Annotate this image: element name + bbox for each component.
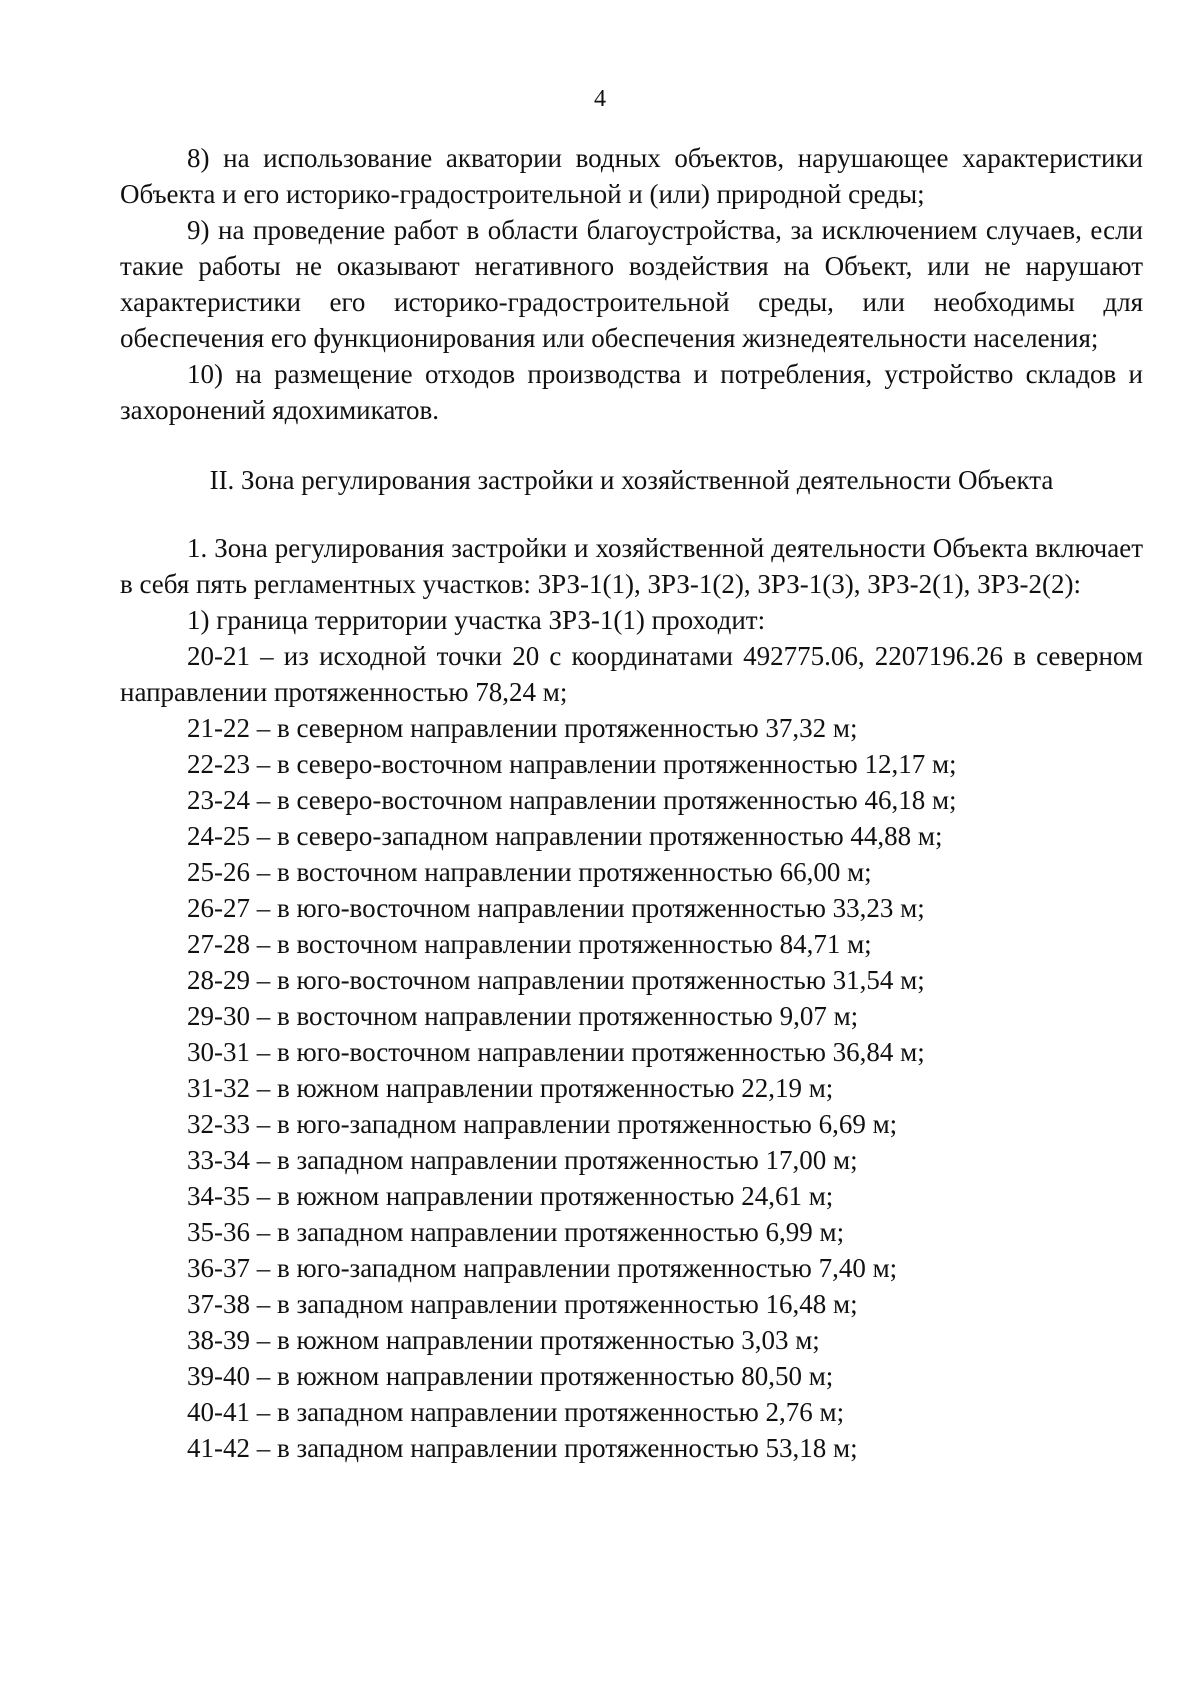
boundary-segment: 23-24 – в северо-восточном направлении протяженностью 46,18 м; <box>187 785 957 815</box>
boundary-segment: 31-32 – в южном направлении протяженностью 22,19 м; <box>187 1073 834 1103</box>
boundary-segment: 29-30 – в восточном направлении протяженностью 9,07 м; <box>187 1001 859 1031</box>
page-number: 4 <box>594 86 606 112</box>
boundary-segment: 26-27 – в юго-восточном направлении протяженностью 33,23 м; <box>187 893 925 923</box>
spacer <box>120 498 1143 530</box>
boundary-segment: 22-23 – в северо-восточном направлении протяженностью 12,17 м; <box>187 749 957 779</box>
boundary-segment: 21-22 – в северном направлении протяженностью 37,32 м; <box>187 713 858 743</box>
boundary-segment: 34-35 – в южном направлении протяженностью 24,61 м; <box>187 1181 834 1211</box>
boundary-segment: 24-25 – в северо-западном направлении протяженностью 44,88 м; <box>187 821 943 851</box>
boundary-segment: 25-26 – в восточном направлении протяженностью 66,00 м; <box>187 857 872 887</box>
boundary-segment: 27-28 – в восточном направлении протяженностью 84,71 м; <box>187 929 872 959</box>
spacer <box>120 428 1143 462</box>
boundary-segment: 37-38 – в западном направлении протяженностью 16,48 м; <box>187 1289 858 1319</box>
paragraph-item-9: 9) на проведение работ в области благоустройства, за исключением случаев, если такие работы не оказывают негативного воздействия на Объект, или не нарушают характеристики его историко-градостроительной среды, или необходимы для обеспечения его функционирования или обеспечения жизнедеятельности населения; <box>120 215 1143 353</box>
boundary-segment: 39-40 – в южном направлении протяженностью 80,50 м; <box>187 1361 834 1391</box>
boundary-segment: 35-36 – в западном направлении протяженностью 6,99 м; <box>187 1217 845 1247</box>
paragraph-item-10: 10) на размещение отходов производства и потребления, устройство складов и захоронений ядохимикатов. <box>120 359 1143 425</box>
boundary-start-paragraph: 20-21 – из исходной точки 20 с координатами 492775.06, 2207196.26 в северном направлении протяженностью 78,24 м; <box>120 641 1143 707</box>
boundary-segment: 38-39 – в южном направлении протяженностью 3,03 м; <box>187 1325 820 1355</box>
boundary-segment: 30-31 – в юго-восточном направлении протяженностью 36,84 м; <box>187 1037 925 1067</box>
document-body <box>120 140 1143 1466</box>
paragraph-item-8: 8) на использование акватории водных объектов, нарушающее характеристики Объекта и его историко-градостроительной и (или) природной среды; <box>120 143 1143 209</box>
zone-description-paragraph: 1. Зона регулирования застройки и хозяйственной деятельности Объекта включает в себя пять регламентных участков: ЗРЗ-1(1), ЗРЗ-1(2), ЗРЗ-1(3), ЗРЗ-2(1), ЗРЗ-2(2): <box>120 533 1143 599</box>
boundary-intro-paragraph: 1) граница территории участка ЗРЗ-1(1) проходит: <box>187 605 766 635</box>
boundary-segment: 33-34 – в западном направлении протяженностью 17,00 м; <box>187 1145 858 1175</box>
boundary-segment: 40-41 – в западном направлении протяженностью 2,76 м; <box>187 1397 845 1427</box>
boundary-segment: 32-33 – в юго-западном направлении протяженностью 6,69 м; <box>187 1109 898 1139</box>
boundary-segment-list <box>120 710 1143 1466</box>
boundary-segment: 36-37 – в юго-западном направлении протяженностью 7,40 м; <box>187 1253 898 1283</box>
boundary-segment: 28-29 – в юго-восточном направлении протяженностью 31,54 м; <box>187 965 925 995</box>
section-heading: II. Зона регулирования застройки и хозяйственной деятельности Объекта <box>209 465 1054 495</box>
boundary-segment: 41-42 – в западном направлении протяженностью 53,18 м; <box>187 1433 858 1463</box>
